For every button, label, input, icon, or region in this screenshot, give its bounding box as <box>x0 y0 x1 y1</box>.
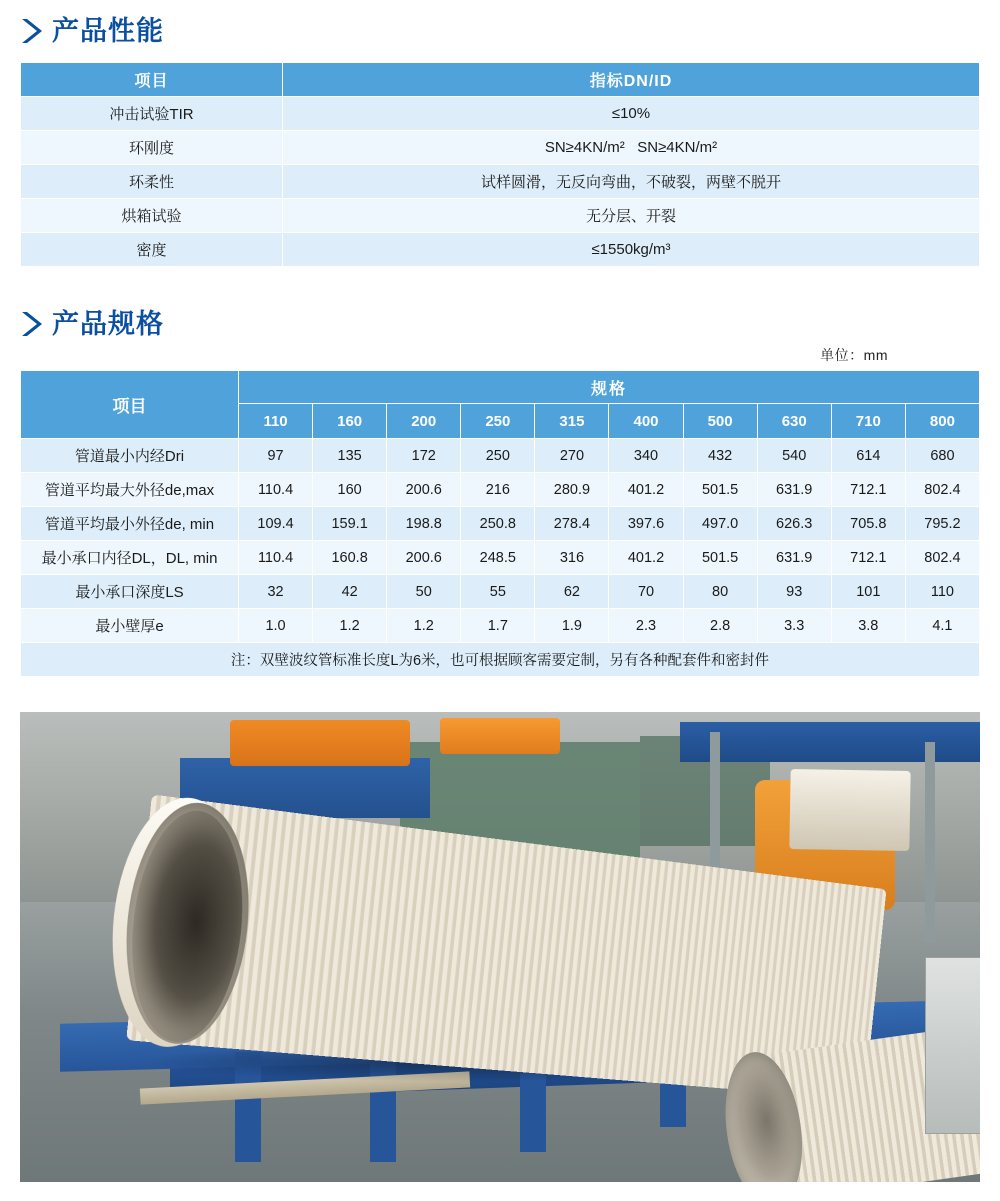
spec-cell: 340 <box>609 439 683 473</box>
spec-cell: 250.8 <box>461 507 535 541</box>
spec-cell: 198.8 <box>387 507 461 541</box>
spec-cell: 680 <box>905 439 979 473</box>
spec-cell: 3.3 <box>757 609 831 643</box>
spec-size-header: 400 <box>609 404 683 439</box>
performance-table-wrap <box>20 62 980 267</box>
perf-row-label: 密度 <box>21 233 283 267</box>
performance-title: 产品性能 <box>52 15 164 46</box>
spec-cell: 712.1 <box>831 473 905 507</box>
spec-size-header: 110 <box>239 404 313 439</box>
spec-cell: 101 <box>831 575 905 609</box>
table-row <box>21 233 980 267</box>
spec-note: 注：双壁波纹管标准长度L为6米，也可根据顾客需要定制，另有各种配套件和密封件 <box>21 643 980 677</box>
spec-cell: 280.9 <box>535 473 609 507</box>
spec-cell: 42 <box>313 575 387 609</box>
spec-cell: 270 <box>535 439 609 473</box>
perf-row-value: 无分层、开裂 <box>283 199 980 233</box>
spec-size-header: 200 <box>387 404 461 439</box>
spec-title: 产品规格 <box>52 308 164 339</box>
spec-row-label: 管道平均最小外径de, min <box>21 507 239 541</box>
spec-cell: 110.4 <box>239 541 313 575</box>
table-row <box>21 541 980 575</box>
spec-cell: 626.3 <box>757 507 831 541</box>
photo-machine-orange-2 <box>440 718 560 754</box>
performance-table <box>20 62 980 267</box>
table-row <box>21 609 980 643</box>
spec-cell: 1.2 <box>313 609 387 643</box>
spec-cell: 62 <box>535 575 609 609</box>
spec-row-label: 管道平均最大外径de,max <box>21 473 239 507</box>
table-row <box>21 131 980 165</box>
factory-photo <box>20 712 980 1182</box>
spec-cell: 93 <box>757 575 831 609</box>
spec-cell: 278.4 <box>535 507 609 541</box>
spec-size-header: 630 <box>757 404 831 439</box>
photo-pipe-end <box>789 769 910 851</box>
perf-row-label: 环柔性 <box>21 165 283 199</box>
table-row <box>21 97 980 131</box>
spec-size-header: 250 <box>461 404 535 439</box>
spec-cell: 3.8 <box>831 609 905 643</box>
table-row <box>21 507 980 541</box>
spec-cell: 216 <box>461 473 535 507</box>
spec-cell: 80 <box>683 575 757 609</box>
table-header-row <box>21 63 980 97</box>
perf-row-label: 冲击试验TIR <box>21 97 283 131</box>
factory-photo-scene <box>20 712 980 1182</box>
spec-cell: 802.4 <box>905 541 979 575</box>
spec-cell: 497.0 <box>683 507 757 541</box>
spec-cell: 631.9 <box>757 473 831 507</box>
spec-header-group: 规格 <box>239 371 980 404</box>
spec-size-header: 160 <box>313 404 387 439</box>
spec-section-heading <box>20 309 980 339</box>
photo-control-cabinet <box>925 957 980 1134</box>
spec-size-header: 800 <box>905 404 979 439</box>
spec-cell: 70 <box>609 575 683 609</box>
unit-label: 单位：mm <box>820 347 888 363</box>
spec-cell: 614 <box>831 439 905 473</box>
spec-size-header: 500 <box>683 404 757 439</box>
spec-cell: 540 <box>757 439 831 473</box>
spec-cell: 200.6 <box>387 541 461 575</box>
spec-cell: 160.8 <box>313 541 387 575</box>
spec-cell: 1.7 <box>461 609 535 643</box>
spec-cell: 2.8 <box>683 609 757 643</box>
spec-cell: 159.1 <box>313 507 387 541</box>
spec-size-header: 710 <box>831 404 905 439</box>
spec-row-label: 最小承口内径DL，DL, min <box>21 541 239 575</box>
spec-cell: 802.4 <box>905 473 979 507</box>
spec-cell: 200.6 <box>387 473 461 507</box>
table-row <box>21 165 980 199</box>
spec-cell: 1.2 <box>387 609 461 643</box>
perf-row-value: 试样圆滑，无反向弯曲，不破裂，两壁不脱开 <box>283 165 980 199</box>
performance-section-heading <box>20 0 980 46</box>
spec-cell: 97 <box>239 439 313 473</box>
photo-overhead-beam <box>680 722 980 762</box>
spec-cell: 631.9 <box>757 541 831 575</box>
spec-cell: 1.9 <box>535 609 609 643</box>
photo-machine-orange <box>230 720 410 766</box>
spec-table-wrap <box>20 370 980 677</box>
spec-header-item: 项目 <box>21 371 239 439</box>
spec-cell: 795.2 <box>905 507 979 541</box>
table-row <box>21 473 980 507</box>
spec-cell: 32 <box>239 575 313 609</box>
spec-cell: 501.5 <box>683 473 757 507</box>
spec-cell: 110 <box>905 575 979 609</box>
table-note-row <box>21 643 980 677</box>
spec-cell: 316 <box>535 541 609 575</box>
spec-cell: 110.4 <box>239 473 313 507</box>
spec-cell: 432 <box>683 439 757 473</box>
spec-cell: 1.0 <box>239 609 313 643</box>
spec-cell: 250 <box>461 439 535 473</box>
photo-post-2 <box>925 742 935 942</box>
spec-cell: 401.2 <box>609 541 683 575</box>
spec-row-label: 管道最小内经Dri <box>21 439 239 473</box>
spec-cell: 401.2 <box>609 473 683 507</box>
table-row <box>21 199 980 233</box>
chevron-right-icon <box>20 309 42 339</box>
perf-header-index: 指标DN/ID <box>283 63 980 97</box>
spec-row-label: 最小壁厚e <box>21 609 239 643</box>
table-row <box>21 439 980 473</box>
spec-cell: 4.1 <box>905 609 979 643</box>
spec-cell: 55 <box>461 575 535 609</box>
spec-size-header: 315 <box>535 404 609 439</box>
spec-cell: 172 <box>387 439 461 473</box>
chevron-right-icon <box>20 16 42 46</box>
spec-cell: 397.6 <box>609 507 683 541</box>
spec-cell: 160 <box>313 473 387 507</box>
perf-row-value: ≤1550kg/m³ <box>283 233 980 267</box>
spec-cell: 50 <box>387 575 461 609</box>
perf-row-label: 环刚度 <box>21 131 283 165</box>
spec-cell: 109.4 <box>239 507 313 541</box>
spec-cell: 2.3 <box>609 609 683 643</box>
perf-row-value: ≤10% <box>283 97 980 131</box>
spec-cell: 501.5 <box>683 541 757 575</box>
spec-cell: 705.8 <box>831 507 905 541</box>
spec-cell: 248.5 <box>461 541 535 575</box>
spec-row-label: 最小承口深度LS <box>21 575 239 609</box>
spec-table <box>20 370 980 677</box>
spec-cell: 712.1 <box>831 541 905 575</box>
spec-cell: 135 <box>313 439 387 473</box>
table-row <box>21 575 980 609</box>
perf-header-item: 项目 <box>21 63 283 97</box>
spec-header-row-1 <box>21 371 980 404</box>
perf-row-value: SN≥4KN/m² SN≥4KN/m² <box>283 131 980 165</box>
perf-row-label: 烘箱试验 <box>21 199 283 233</box>
